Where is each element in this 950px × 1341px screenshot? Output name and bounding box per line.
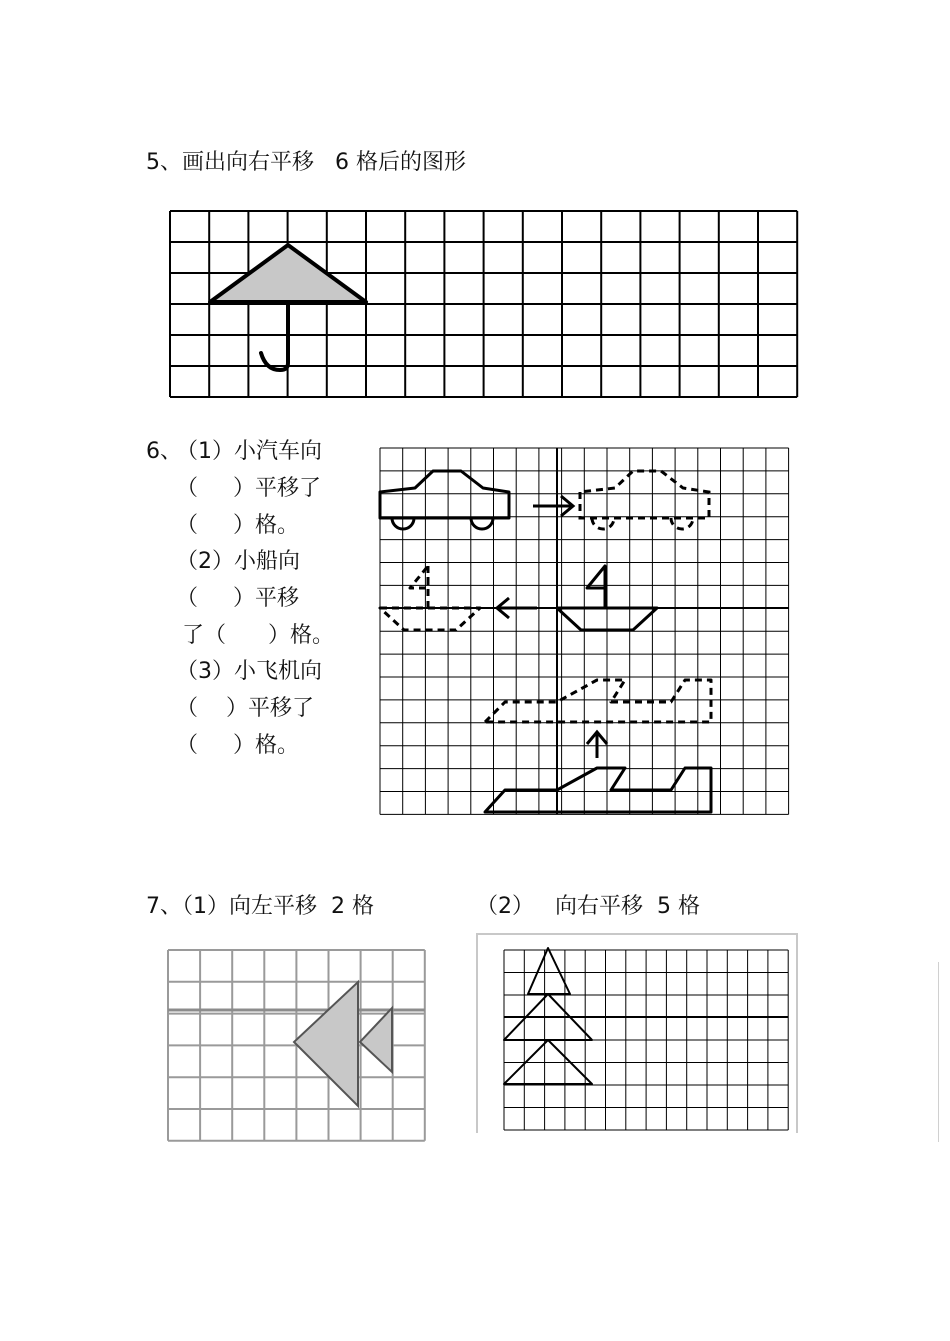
- boat-translated: [380, 566, 480, 630]
- q7-tree-grid: [476, 930, 801, 1135]
- plane-arrow-up: [587, 732, 607, 758]
- q6-line-7: （3）小飞机向: [176, 659, 322, 684]
- q7-part2-title: （2） 向右平移 5 格: [476, 894, 700, 919]
- q7-part1-title: 7、（1）向左平移 2 格: [146, 894, 374, 919]
- q6-line-6: 了（ ）格。: [182, 623, 334, 648]
- q7-fish-grid: [160, 942, 435, 1147]
- car-original: [380, 471, 509, 529]
- boat-arrow-left: [497, 598, 537, 618]
- q6-line-9: （ ）格。: [176, 733, 299, 758]
- q6-line-3: （ ）格。: [176, 513, 299, 538]
- car-translated: [580, 471, 709, 529]
- fish-small-triangle: [360, 1008, 392, 1072]
- q6-translation-grid: [375, 440, 795, 820]
- right-edge-mark: [938, 962, 939, 1142]
- q6-line-5: （ ）平移: [176, 586, 299, 611]
- q5-title: 5、画出向右平移 6 格后的图形: [146, 150, 466, 175]
- q6-line-1: （1）小汽车向: [176, 439, 322, 464]
- q5-umbrella-grid: [160, 205, 810, 400]
- plane-translated: [485, 680, 711, 722]
- q6-label: 6、: [146, 439, 182, 464]
- fish-large-triangle: [294, 982, 358, 1106]
- plane-original: [485, 768, 711, 812]
- q6-line-4: （2）小船向: [176, 549, 300, 574]
- q6-line-8: （ ）平移了: [176, 696, 314, 721]
- q6-line-2: （ ）平移了: [176, 476, 321, 501]
